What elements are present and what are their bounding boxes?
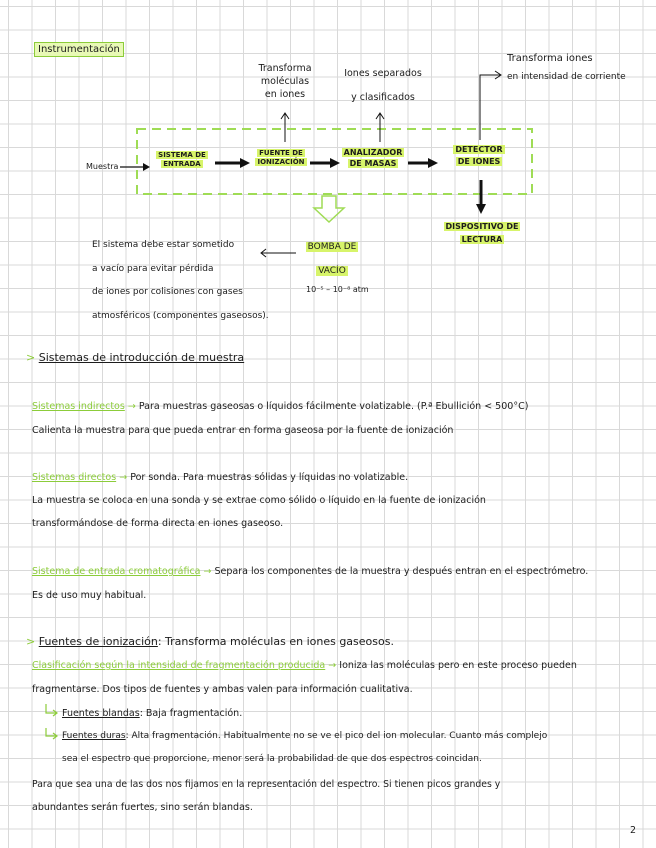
- section2-heading: > Fuentes de ionización: Transforma moléculas en iones gaseosos.: [26, 635, 394, 648]
- node-sistema-entrada: [152, 151, 212, 169]
- hollow-arrow-vacuum: [314, 196, 344, 222]
- final-line2: abundantes serán fuertes, sino serán blandas.: [32, 802, 253, 813]
- node-line: DE IONES: [457, 157, 501, 166]
- node-fuente-ionizacion: [250, 149, 312, 167]
- node-line: DETECTOR: [455, 145, 503, 154]
- bomba-range: 10⁻⁵ – 10⁻⁸ atm: [306, 285, 369, 294]
- note-detector: [507, 50, 626, 86]
- note-line: en intensidad de corriente: [507, 72, 626, 82]
- node-line: IONIZACIÓN: [257, 158, 305, 166]
- term: Sistemas directos: [32, 472, 117, 483]
- dispositivo-lectura: [440, 220, 524, 246]
- node-detector: [446, 144, 512, 168]
- input-label: Muestra: [86, 162, 119, 171]
- vacuum-note: [92, 234, 269, 328]
- node-line: FUENTE DE: [259, 149, 303, 157]
- node-analizador: [338, 147, 408, 169]
- crom-line2: Es de uso muy habitual.: [32, 590, 147, 601]
- indirectos-line1: Sistemas indirectos → Para muestras gaseosas o líquidos fácilmente volatizable. (P.ª Ebullición < 500°C): [32, 401, 529, 412]
- note-line: Iones separados: [344, 68, 422, 79]
- note-line: a vacío para evitar pérdida: [92, 263, 214, 274]
- final-line1: Para que sea una de las dos nos fijamos en la representación del espectro. Si tienen picos grandes y: [32, 779, 501, 790]
- text: : Alta fragmentación. Habitualmente no se ve el pico del ion molecular. Cuanto más complejo: [125, 731, 548, 741]
- node-line: BOMBA DE: [307, 242, 357, 252]
- node-line: VACÍO: [318, 266, 346, 276]
- term: Sistema de entrada cromatográfica: [32, 566, 201, 577]
- blandas-line: [62, 707, 242, 720]
- clasif-line1: Clasificación según la intensidad de fragmentación producida → Ioniza las moléculas pero en este proceso pueden: [32, 660, 577, 671]
- note-line: Transforma iones: [507, 53, 593, 64]
- term: Fuentes blandas: [62, 708, 140, 719]
- term: Clasificación según la intensidad de fragmentación producida: [32, 660, 326, 671]
- duras-line1: [62, 730, 547, 743]
- note-line: Transforma: [258, 63, 312, 74]
- note-analizador: [338, 62, 428, 110]
- section1-heading: > Sistemas de introducción de muestra: [26, 351, 245, 364]
- text: Ioniza las moléculas pero en este proceso pueden: [339, 660, 577, 671]
- node-line: ENTRADA: [163, 160, 201, 168]
- note-line: y clasificados: [351, 92, 415, 103]
- text: Separa los componentes de la muestra y después entran en el espectrómetro.: [214, 566, 589, 577]
- note-line: El sistema debe estar sometido: [92, 240, 235, 250]
- page-title: Instrumentación: [34, 42, 124, 57]
- page-number: 2: [630, 825, 637, 836]
- bomba-vacio: [294, 235, 370, 283]
- arrow-detector-note: [480, 75, 500, 140]
- note-fuente: [250, 62, 320, 101]
- directos-line1: Sistemas directos → Por sonda. Para muestras sólidas y líquidas no volatizable.: [32, 472, 409, 483]
- node-line: SISTEMA DE: [158, 151, 206, 159]
- directos-line3: transformándose de forma directa en iones gaseoso.: [32, 518, 284, 529]
- indirectos-line2: Calienta la muestra para que pueda entrar en forma gaseosa por la fuente de ionización: [32, 425, 454, 436]
- text: Por sonda. Para muestras sólidas y líquidas no volatizable.: [130, 472, 409, 483]
- node-line: DISPOSITIVO DE: [445, 222, 519, 231]
- term: Fuentes duras: [62, 731, 126, 741]
- note-line: moléculas: [260, 76, 310, 87]
- duras-line2: sea el espectro que proporcione, menor será la probabilidad de que dos espectros coincidan.: [62, 754, 482, 764]
- node-line: ANALIZADOR: [343, 148, 403, 157]
- note-line: de iones por colisiones con gases: [92, 287, 243, 297]
- crom-line1: Sistema de entrada cromatográfica → Separa los componentes de la muestra y después entran en el espectrómetro.: [32, 566, 589, 577]
- node-line: DE MASAS: [349, 159, 397, 168]
- heading-text: Sistemas de introducción de muestra: [38, 351, 245, 364]
- heading-rest: : Transforma moléculas en iones gaseosos.: [157, 635, 394, 648]
- note-line: en iones: [264, 89, 306, 100]
- clasif-line2: fragmentarse. Dos tipos de fuentes y ambas valen para información cualitativa.: [32, 684, 413, 695]
- node-line: LECTURA: [461, 235, 503, 244]
- text: : Baja fragmentación.: [139, 708, 243, 719]
- text: Para muestras gaseosas o líquidos fácilmente volatizable.: [138, 401, 415, 412]
- formula: (P.ª Ebullición < 500°C): [417, 401, 529, 412]
- heading-text: Fuentes de ionización: [38, 635, 158, 648]
- directos-line2: La muestra se coloca en una sonda y se extrae como sólido o líquido en la fuente de ionización: [32, 495, 486, 506]
- note-line: atmosféricos (componentes gaseosos).: [92, 310, 269, 321]
- term: Sistemas indirectos: [32, 401, 125, 412]
